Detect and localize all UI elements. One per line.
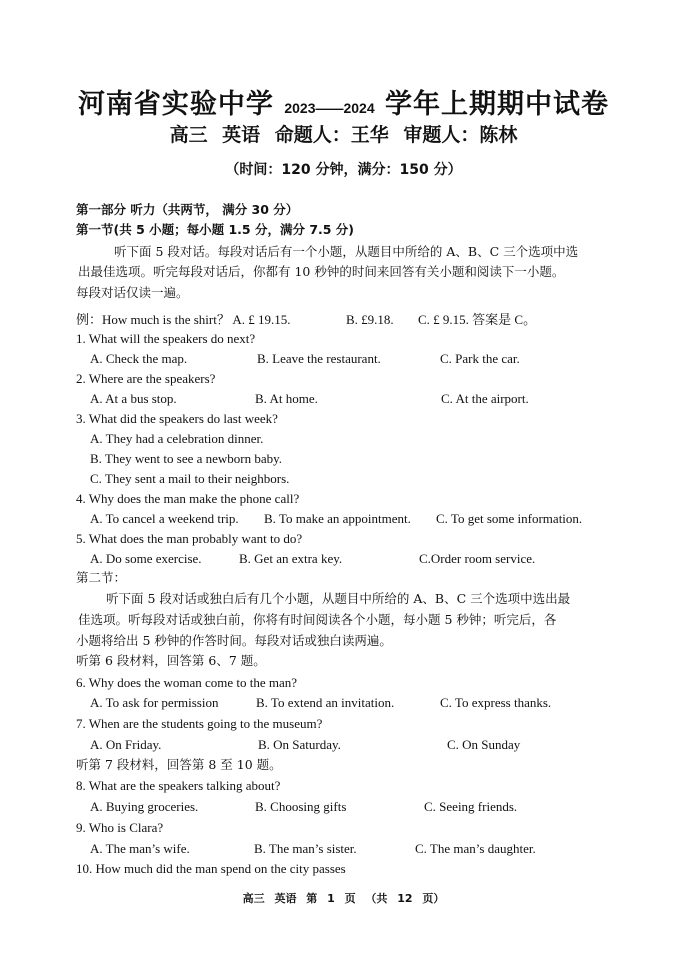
option-c: C. The man’s daughter.	[415, 841, 536, 856]
section1-heading: 第一节(共 5 小题；每小题 1.5 分，满分 7.5 分)	[76, 222, 355, 237]
exam-title	[0, 82, 687, 121]
option-c: C. To express thanks.	[440, 695, 552, 710]
option-c: C. Park the car.	[440, 351, 520, 366]
option-c: C. To get some information.	[436, 511, 583, 526]
instruction-line: 小题将给出 5 秒钟的作答时间。每段对话或独白读两遍。	[76, 633, 392, 648]
option-b: B. At home.	[255, 391, 318, 406]
option-a: A. They had a celebration dinner.	[90, 431, 264, 446]
option-b: B. Get an extra key.	[239, 551, 343, 566]
option-c: C. On Sunday	[447, 737, 521, 752]
question: 1. What will the speakers do next?	[76, 331, 256, 346]
title-year: 2023——2024	[284, 100, 375, 116]
option-a: A. To ask for permission	[90, 695, 219, 710]
option-a: A. The man’s wife.	[90, 841, 190, 856]
option-c: C. At the airport.	[441, 391, 529, 406]
instruction-line: 每段对话仅读一遍。	[76, 285, 189, 300]
option-b: B. The man’s sister.	[254, 841, 357, 856]
instruction-line: 听下面 5 段对话或独白后有几个小题，从题目中所给的 A、B、C 三个选项中选出最	[106, 591, 571, 606]
option-c: C. Seeing friends.	[424, 799, 518, 814]
exam-time-info: （时间：120 分钟，满分：150 分）	[225, 162, 462, 178]
question: 5. What does the man probably want to do?	[76, 531, 303, 546]
question: 7. When are the students going to the museum?	[76, 716, 323, 731]
title-exam: 学年上期期中试卷	[385, 89, 610, 120]
option-b: B. To extend an invitation.	[256, 695, 395, 710]
section2-heading: 第二节：	[76, 570, 127, 585]
option-b: B. Leave the restaurant.	[257, 351, 381, 366]
instruction-line: 听下面 5 段对话。每段对话后有一个小题，从题目中所给的 A、B、C 三个选项中选	[114, 244, 579, 259]
option-b: B. They went to see a newborn baby.	[90, 451, 283, 466]
example-option-c: C. £ 9.15. 答案是 C。	[418, 312, 537, 327]
example-option-b: B. £9.18.	[346, 312, 394, 327]
option-a: A. To cancel a weekend trip.	[90, 511, 239, 526]
instruction-line: 佳选项。听每段对话或独白前，你将有时间阅读各个小题，每小题 5 秒钟；听完后，各	[78, 612, 557, 627]
page-footer: 高三 英语 第 1 页 （共 12 页）	[242, 892, 445, 905]
question: 6. Why does the woman come to the man?	[76, 675, 298, 690]
option-a: A. At a bus stop.	[90, 391, 177, 406]
question: 9. Who is Clara?	[76, 820, 164, 835]
question: 2. Where are the speakers?	[76, 371, 216, 386]
option-a: A. On Friday.	[90, 737, 162, 752]
question: 10. How much did the man spend on the city passes	[76, 861, 346, 876]
option-c: C. They sent a mail to their neighbors.	[90, 471, 290, 486]
option-b: B. To make an appointment.	[264, 511, 411, 526]
example-question: 例：How much is the shirt？ A. £ 19.15.	[76, 312, 291, 327]
option-b: B. Choosing gifts	[255, 799, 347, 814]
option-b: B. On Saturday.	[258, 737, 341, 752]
instruction-line: 出最佳选项。听完每段对话后，你都有 10 秒钟的时间来回答有关小题和阅读下一小题。	[78, 264, 565, 279]
title-school: 河南省实验中学	[77, 89, 274, 120]
exam-subtitle: 高三 英语 命题人：王华 审题人：陈林	[169, 124, 518, 146]
option-a: A. Buying groceries.	[90, 799, 199, 814]
option-a: A. Check the map.	[90, 351, 188, 366]
option-a: A. Do some exercise.	[90, 551, 202, 566]
question: 8. What are the speakers talking about?	[76, 778, 281, 793]
question: 4. Why does the man make the phone call?	[76, 491, 300, 506]
material-6-note: 听第 6 段材料，回答第 6、7 题。	[76, 653, 266, 668]
question: 3. What did the speakers do last week?	[76, 411, 278, 426]
material-7-note: 听第 7 段材料，回答第 8 至 10 题。	[76, 757, 282, 772]
option-c: C.Order room service.	[419, 551, 536, 566]
part1-heading: 第一部分 听力（共两节， 满分 30 分）	[76, 202, 299, 217]
